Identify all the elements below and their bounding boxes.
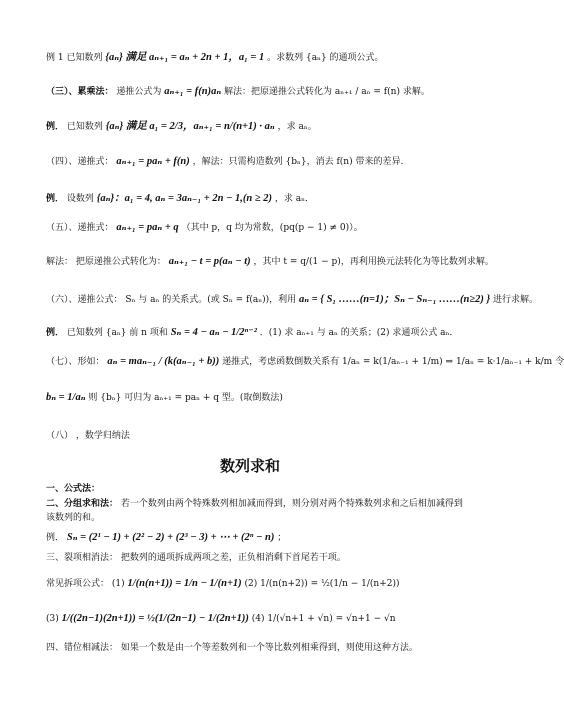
split-formulas-2: (3) 1/((2n−1)(2n+1)) = ½(1/(2n−1) − 1/(2n+1)) (4) 1/(√n+1 + √n) = √n+1 − √n	[46, 613, 396, 624]
sum-method-1: 一、公式法：	[46, 484, 101, 494]
sum-method-4: 四、错位相减法： 如果一个数是由一个等差数列和一个等比数列相乘得到，则使用这种方法。	[46, 643, 418, 653]
method-5-solution: 解法： 把原递推公式转化为： aₙ₊₁ − t = p(aₙ − t) ，其中 t = q/(1 − p)，再利用换元法转化为等比数列求解。	[46, 256, 494, 267]
section-title: 数列求和	[219, 457, 280, 475]
split-formulas-1: 常见拆项公式： (1) 1/(n(n+1)) = 1/n − 1/(n+1) (2) 1/(n(n+2)) = ½(1/n − 1/(n+2))	[46, 578, 400, 589]
example-1: 例 1 已知数列 {aₙ} 满足 aₙ₊₁ = aₙ + 2n + 1，a₁ = 1 。求数列 {aₙ} 的通项公式。	[46, 52, 384, 63]
method-4: （四）、递推式： aₙ₊₁ = paₙ + f(n) ，解法：只需构造数列 {bₙ}，消去 f(n) 带来的差异.	[46, 156, 404, 167]
sum-method-3: 三、裂项相消法： 把数列的通项拆成两项之差，正负相消剩下首尾若干项。	[46, 553, 346, 563]
example-4: 例． 设数列 {aₙ}：a₁ = 4, aₙ = 3aₙ₋₁ + 2n − 1,(n ≥ 2) ，求 aₙ．	[46, 193, 315, 204]
sum-method-2: 二、分组求和法： 若一个数列由两个特殊数列相加减而得到，则分别对两个特殊数列求和之后相加减得到	[46, 499, 463, 509]
sum-method-2-cont: 该数列的和。	[46, 513, 101, 523]
method-6: （六）、递推公式： Sₙ 与 aₙ 的关系式。(或 Sₙ = f(aₙ))，利用 aₙ = { S₁ ……(n=1)；Sₙ − Sₙ₋₁ ……(n≥2) } 进行求解。	[46, 294, 539, 305]
method-5: （五）、递推式： aₙ₊₁ = paₙ + q （其中 p，q 均为常数，(pq(p − 1) ≠ 0)）。	[46, 222, 363, 233]
example-6: 例． 已知数列 {aₙ} 前 n 项和 Sₙ = 4 − aₙ − 1/2ⁿ⁻² ．(1) 求 aₙ₊₁ 与 aₙ 的关系；(2) 求通项公式 aₙ．	[46, 327, 459, 338]
example-multiplication: 例． 已知数列 {aₙ} 满足 a₁ = 2/3，aₙ₊₁ = n/(n+1) · aₙ ，求 aₙ。	[46, 121, 317, 132]
method-7-cont: bₙ = 1/aₙ 则 {bₙ} 可归为 aₙ₊₁ = paₙ + q 型。(取倒数法)	[46, 392, 283, 403]
method-3-multiplication: （三）、累乘法： 递推公式为 aₙ₊₁ = f(n)aₙ 解法：把原递推公式转化为 aₙ₊₁ / aₙ = f(n) 求解。	[46, 86, 430, 97]
method-7: （七）、形如： aₙ = maₙ₋₁ / (k(aₙ₋₁ + b)) 递推式，考虑函数倒数关系有 1/aₙ = k(1/aₙ₋₁ + 1/m) ⇒ 1/aₙ = k·1/aₙ₋₁ + k/m 令	[46, 356, 564, 367]
sum-example: 例． Sₙ = (2¹ − 1) + (2² − 2) + (2³ − 3) + ⋯ + (2ⁿ − n) ；	[46, 532, 287, 543]
method-8: （八） ，数学归纳法	[46, 431, 130, 441]
